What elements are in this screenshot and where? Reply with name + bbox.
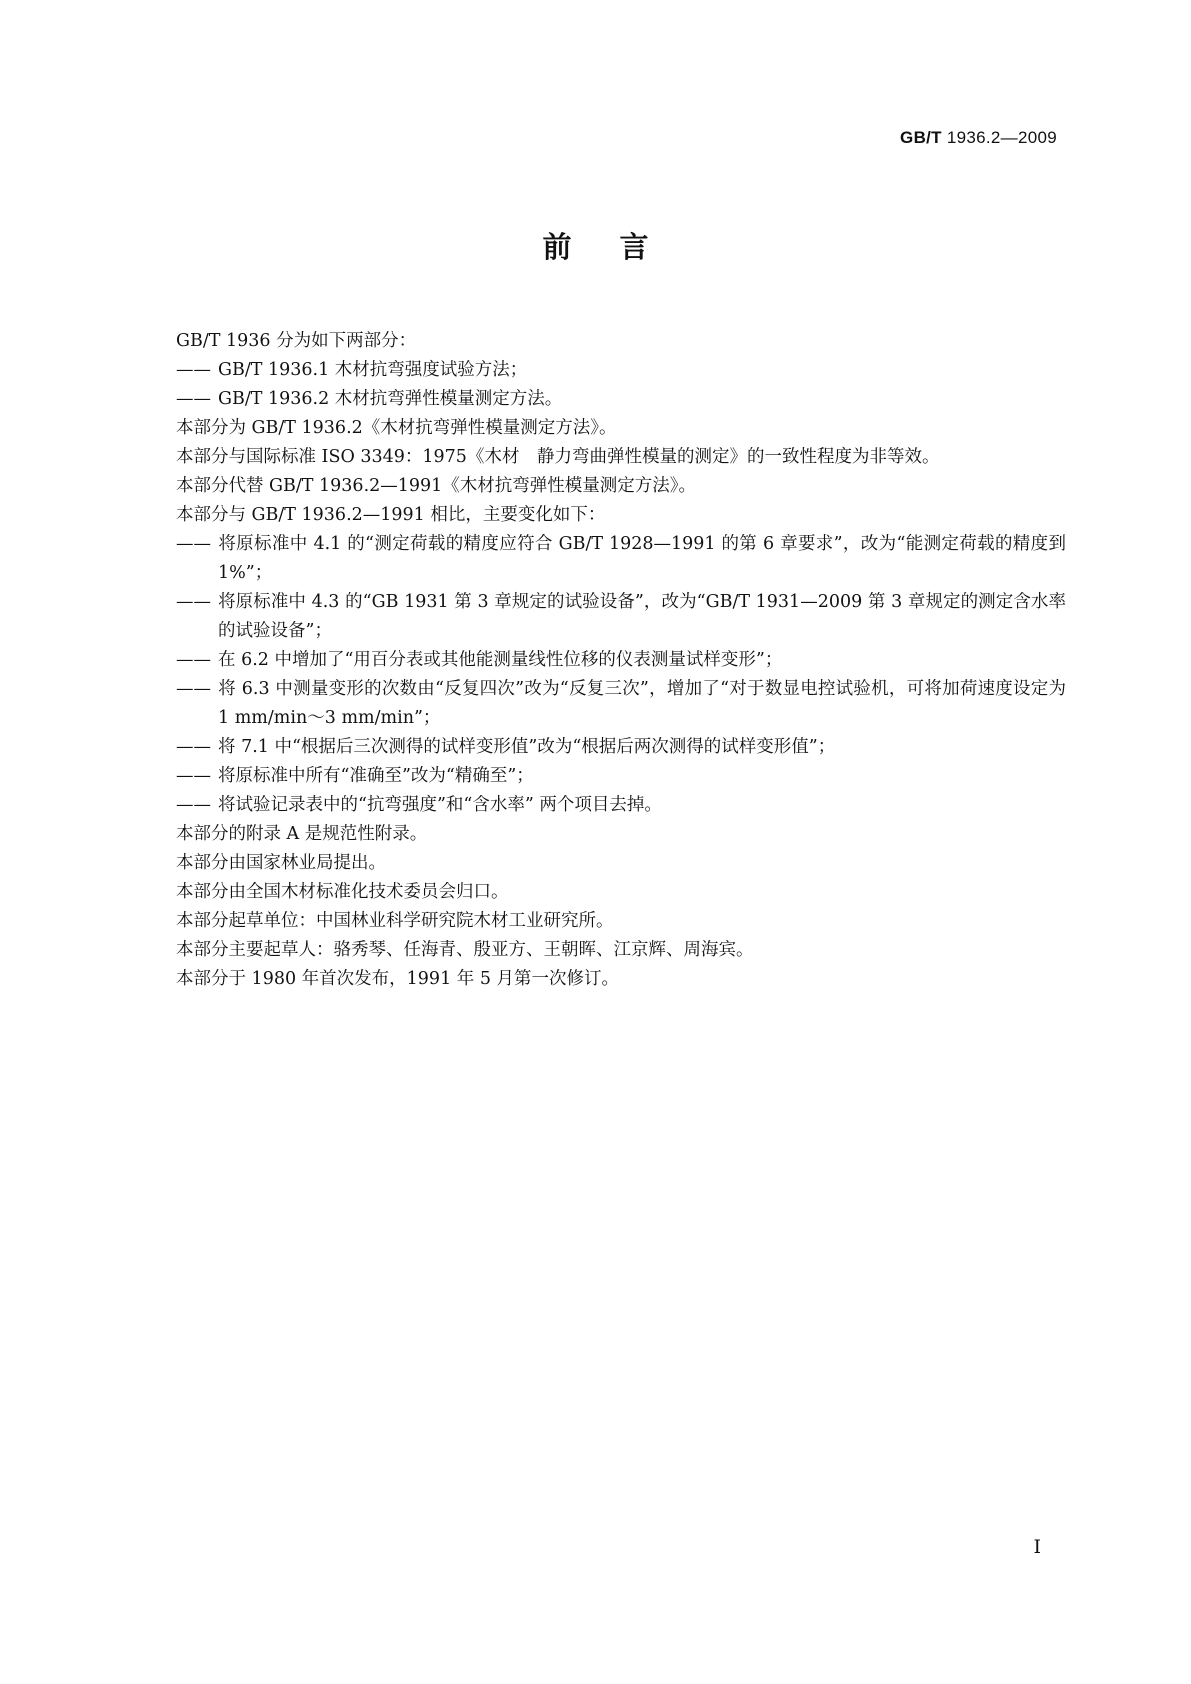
dash-list-item	[176, 791, 1066, 820]
em-dash: ——	[176, 389, 211, 409]
standard-code	[900, 128, 1057, 148]
em-dash: ——	[176, 534, 211, 554]
dash-list-item	[176, 356, 1066, 385]
list-item-text: 将 7.1 中“根据后三次测得的试样变形值”改为“根据后两次测得的试样变形值”；	[218, 737, 836, 757]
list-item-text: 将原标准中 4.3 的“GB 1931 第 3 章规定的试验设备”，改为“GB/T 1931—2009 第 3 章规定的测定含水率的试验设备”；	[218, 592, 1066, 641]
em-dash: ——	[176, 592, 211, 612]
list-item-text: 将试验记录表中的“抗弯强度”和“含水率” 两个项目去掉。	[218, 795, 662, 815]
paragraph: 本部分由全国木材标准化技术委员会归口。	[176, 882, 509, 902]
paragraph: 本部分与国际标准 ISO 3349：1975《木材 静力弯曲弹性模量的测定》的一致性程度为非等效。	[176, 447, 940, 467]
paragraph: 本部分于 1980 年首次发布，1991 年 5 月第一次修订。	[176, 969, 620, 989]
paragraph: 本部分与 GB/T 1936.2—1991 相比，主要变化如下：	[176, 505, 606, 525]
list-item-text: 将原标准中所有“准确至”改为“精确至”；	[218, 766, 534, 786]
paragraph: 本部分主要起草人：骆秀琴、任海青、殷亚方、王朝晖、江京辉、周海宾。	[176, 940, 754, 960]
dash-list-item	[176, 530, 1066, 588]
paragraph: 本部分起草单位：中国林业科学研究院木材工业研究所。	[176, 911, 614, 931]
list-item-text: 将 6.3 中测量变形的次数由“反复四次”改为“反复三次”，增加了“对于数显电控试验机，可将加荷速度设定为 1 mm/min～3 mm/min”；	[218, 679, 1066, 728]
em-dash: ——	[176, 766, 211, 786]
dash-list-item	[176, 588, 1066, 646]
page-title: 前言	[542, 230, 697, 264]
dash-list-item	[176, 733, 1066, 762]
dash-list-item	[176, 675, 1066, 733]
standard-code-number: 1936.2—2009	[941, 128, 1057, 147]
paragraph: 本部分由国家林业局提出。	[176, 853, 386, 873]
em-dash: ——	[176, 360, 211, 380]
page-number: I	[1033, 1536, 1041, 1558]
paragraph: GB/T 1936 分为如下两部分：	[176, 331, 417, 351]
dash-list-item	[176, 646, 1066, 675]
list-item-text: 在 6.2 中增加了“用百分表或其他能测量线性位移的仪表测量试样变形”；	[218, 650, 783, 670]
paragraph: 本部分代替 GB/T 1936.2—1991《木材抗弯弹性模量测定方法》。	[176, 476, 697, 496]
em-dash: ——	[176, 679, 211, 699]
paragraph: 本部分的附录 A 是规范性附录。	[176, 824, 428, 844]
list-item-text: GB/T 1936.2 木材抗弯弹性模量测定方法。	[218, 389, 563, 409]
em-dash: ——	[176, 650, 211, 670]
em-dash: ——	[176, 737, 211, 757]
dash-list-item	[176, 385, 1066, 414]
em-dash: ——	[176, 795, 211, 815]
foreword-body	[176, 327, 1066, 994]
list-item-text: GB/T 1936.1 木材抗弯强度试验方法；	[218, 360, 528, 380]
paragraph: 本部分为 GB/T 1936.2《木材抗弯弹性模量测定方法》。	[176, 418, 617, 438]
standard-code-prefix: GB/T	[900, 128, 942, 147]
dash-list-item	[176, 762, 1066, 791]
list-item-text: 将原标准中 4.1 的“测定荷载的精度应符合 GB/T 1928—1991 的第 6 章要求”，改为“能测定荷载的精度到 1%”；	[218, 534, 1066, 583]
